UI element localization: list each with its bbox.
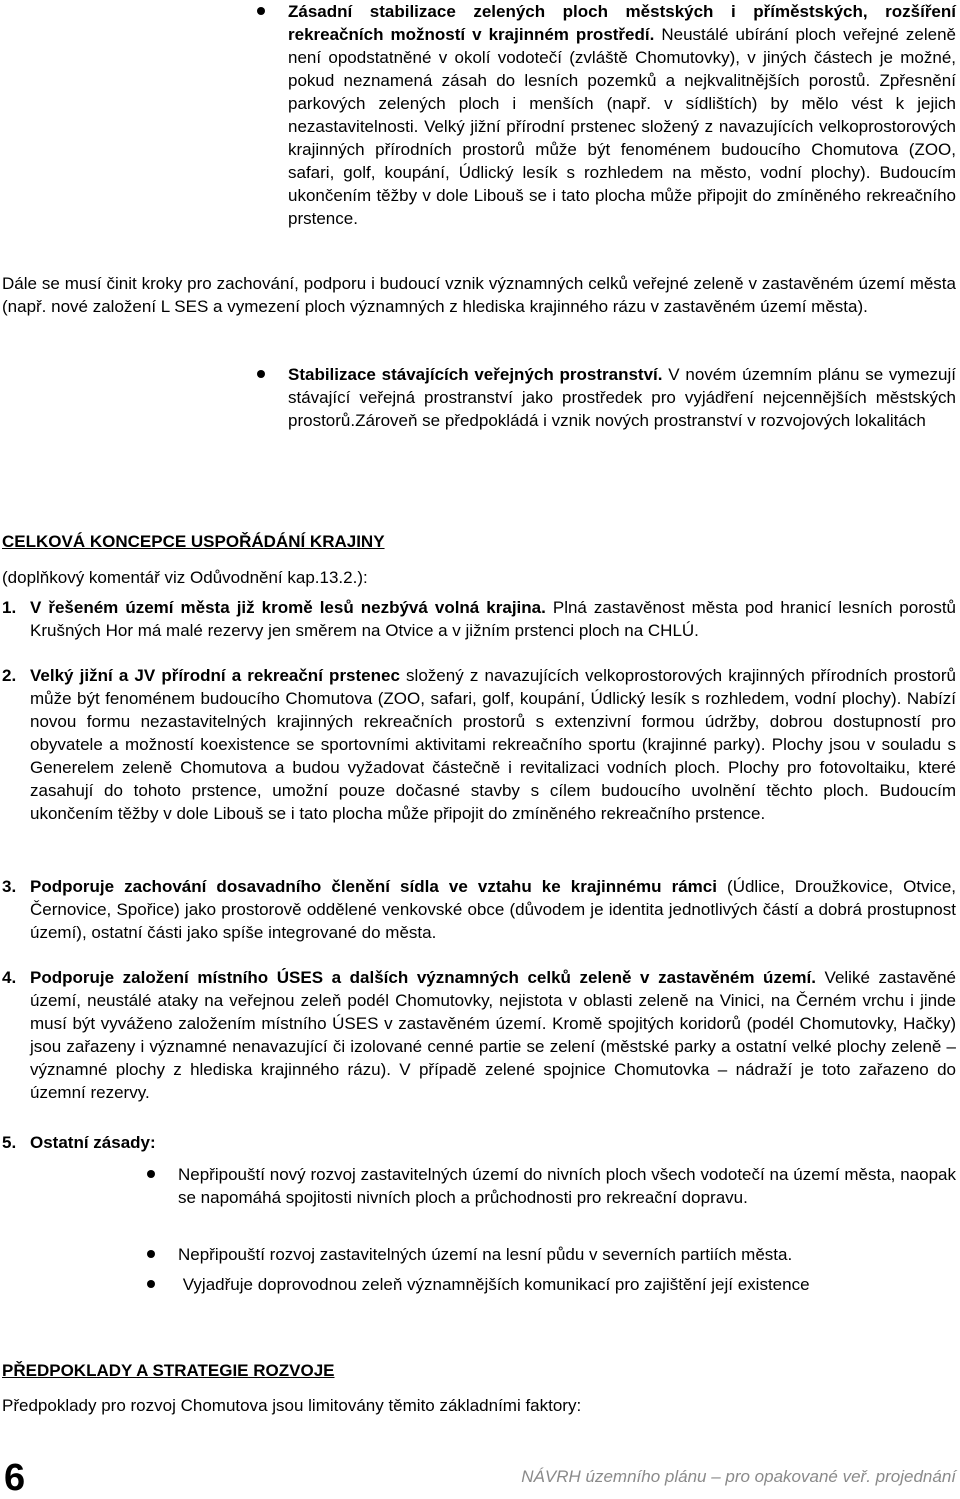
bullet-icon [257,370,265,378]
numbered-item [2,664,956,825]
item-text [30,1131,956,1154]
item-text [30,875,956,944]
item-number: 5. [2,1133,17,1152]
item-bold-lead: Podporuje zachování dosavadního členění sídla ve vztahu ke krajinnému rámci [30,877,717,896]
item-text [30,966,956,1104]
bullet-paragraph-public-spaces [288,363,956,432]
bullet-bold-lead: Zásadní stabilizace zelených ploch městských i příměstských, rozšíření rekreačních možností v krajinném prostředí. [288,2,956,44]
numbered-item [2,966,956,1104]
sub-bullet-item: Vyjadřuje doprovodnou zeleň významnějších komunikací pro zajištění její existence [178,1275,810,1294]
section-heading-strategy: PŘEDPOKLADY A STRATEGIE ROZVOJE [2,1361,335,1380]
bullet-paragraph-greenery [288,0,956,230]
item-text [30,664,956,825]
footer-caption: NÁVRH územního plánu – pro opakované veř. projednání [521,1467,956,1486]
body-paragraph-public-greenery: Dále se musí činit kroky pro zachování, podporu i budoucí vznik významných celků veřejné zeleně v zastavěném území města (např. nové založení L SES a vymezení ploch významných z hlediska krajinného rázu v zastavěném území města). [2,274,956,316]
bullet-icon [147,1170,155,1178]
body-paragraph-prerequisites: Předpoklady pro rozvoj Chomutova jsou limitovány těmito základními faktory: [2,1396,582,1415]
item-number: 3. [2,877,17,896]
page-number: 6 [4,1457,26,1499]
numbered-item [2,875,956,944]
numbered-item [2,1131,956,1154]
item-text [30,596,956,642]
bullet-icon [147,1250,155,1258]
item-body: složený z navazujících velkoprostorových krajinných přírodních prostorů může být fenoménem budoucího Chomutova (ZOO, safari, golf, koupání, Údlický lesík s rozhledem, vodní plochy). Nabízí novou formu nezastavitelných krajinných rekreačních prostorů s extenzivní formou údržby, dobrou dostupností pro obyvatele a možností koexistence se sportovními aktivitami rekreačního sportu (krajinné parky). Plochy jsou v souladu s Generelem zeleně Chomutova a budou vyžadovat částečně i revitalizaci vodních ploch. Plochy pro fotovoltaiku, které zasahují do tohoto prstence, umožní pouze dočasné stavby s cílem budoucího uvolnění těchto ploch. Budoucím ukončením těžby v dole Libouš se i tato plocha může připojit do zmíněného rekreačního prstence. [30,666,956,823]
item-bold-lead: Velký jižní a JV přírodní a rekreační prstenec [30,666,400,685]
bullet-icon [257,7,265,15]
item-number: 1. [2,598,17,617]
sub-bullet-item: Nepřipouští nový rozvoj zastavitelných území do nivních ploch všech vodotečí na území města, naopak se napomáhá spojitosti nivních ploch a průchodnosti pro rekreační dopravu. [178,1165,956,1207]
bullet-icon [147,1280,155,1288]
item-body: (Údlice, Droužkovice, Otvice, Černovice, Spořice) jako prostorově oddělené venkovské obce (důvodem je identita jednotlivých částí a dobrá prostupnost území), ostatní části jako spíše integrované do města. [30,877,957,942]
item-number: 4. [2,968,17,987]
item-body: Plná zastavěnost města pod hranicí lesních porostů Krušných Hor má malé rezervy jen směrem na Otvice a v jižním prstenci ploch na CHLÚ. [30,598,956,640]
bullet-bold-lead: Stabilizace stávajících veřejných prostranství. [288,365,663,384]
reference-note: (doplňkový komentář viz Odůvodnění kap.13.2.): [2,568,368,587]
bullet-body-text: V novém územním plánu se vymezují stávající veřejná prostranství jako prostředek pro vyjádření nejcennějších městských prostorů.Zároveň se předpokládá i vznik nových prostranství v rozvojových lokalitách [288,365,956,430]
item-number: 2. [2,666,17,685]
item-bold-lead: V řešeném území města již kromě lesů nezbývá volná krajina. [30,598,546,617]
sub-bullet-item: Nepřipouští rozvoj zastavitelných území na lesní půdu v severních partiích města. [178,1245,793,1264]
item-bold-lead: Podporuje založení místního ÚSES a dalších významných celků zeleně v zastavěném území. [30,968,816,987]
item-bold-lead: Ostatní zásady: [30,1133,156,1152]
section-heading-landscape: CELKOVÁ KONCEPCE USPOŘÁDÁNÍ KRAJINY [2,532,385,551]
bullet-body-text: Neustálé ubírání ploch veřejné zeleně není opodstatněné v okolí vodotečí (zvláště Chomutovky), v jiných částech je možné, pokud neznamená zásah do lesních pozemků a nejkvalitnějších porostů. Zpřesnění parkových zelených ploch i menších (např. v sídlištích) by mělo vést k jejich nezastavitelnosti. Velký jižní přírodní prstenec složený z navazujících velkoprostorových krajinných přírodních prostorů může být fenoménem budoucího Chomutova (ZOO, safari, golf, koupání, Údlický lesík s rozhledem na město, vodní plochy). Budoucím ukončením těžby v dole Libouš se i tato plocha může připojit do zmíněného rekreačního prstence. [288,25,956,228]
numbered-item [2,596,956,642]
item-body: Veliké zastavěné území, neustálé ataky na veřejnou zeleň podél Chomutovky, nejistota v oblasti zeleně na Vinici, na Černém vrchu i jinde musí být vyváženo založením místního ÚSES v zastavěném území. Kromě spojitých koridorů (podél Chomutovky, Hačky) jsou zařazeny i významné nenavazující či izolované cenné partie se zelení (městské parky a ostatní velké plochy zeleně – významné plochy z hlediska krajinného rázu). V případě zelené spojnice Chomutovka – nádraží je toto zařazeno do územní rezervy. [30,968,956,1102]
